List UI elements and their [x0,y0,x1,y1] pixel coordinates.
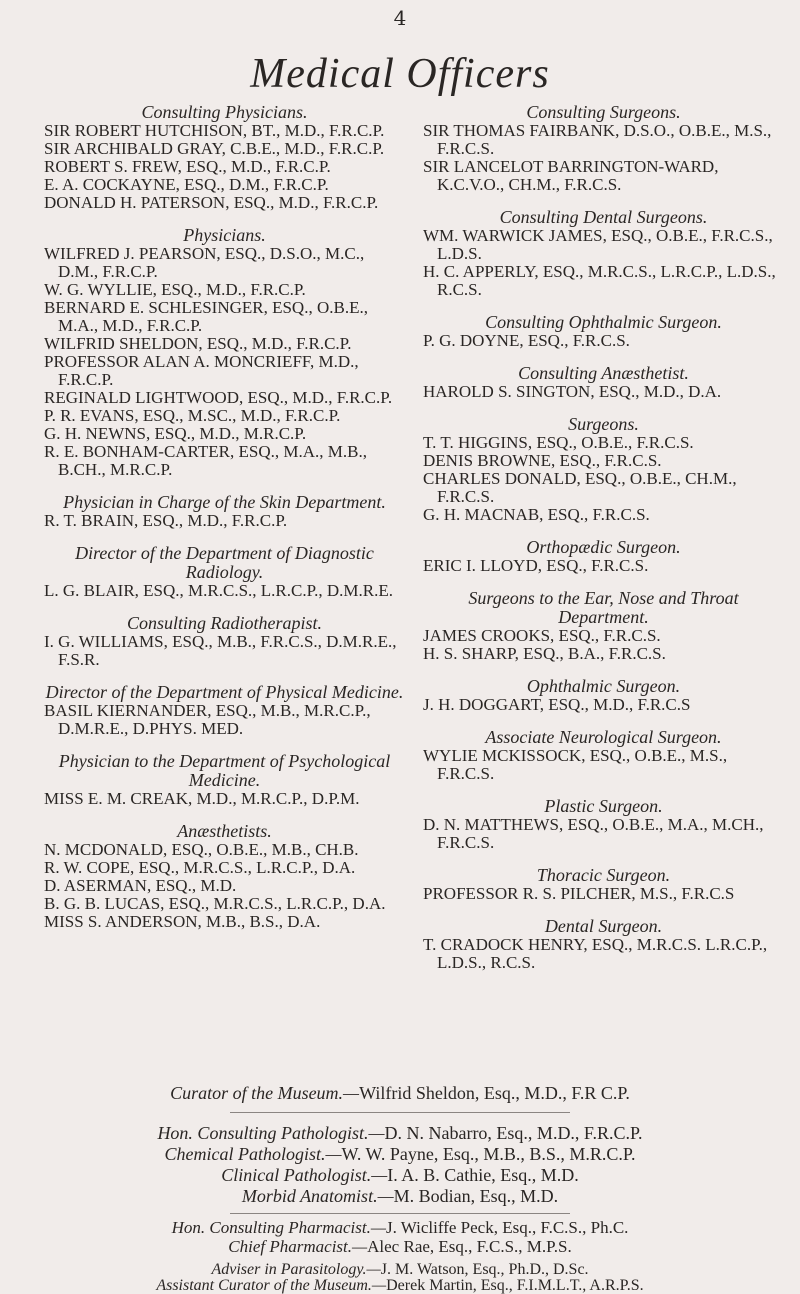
section-heading: Physician in Charge of the Skin Department. [63,492,386,512]
officer-entry: P. R. EVANS, ESQ., M.SC., M.D., F.R.C.P. [44,406,341,425]
role-label: Assistant Curator of the Museum.— [156,1277,387,1294]
section-physicians [44,226,405,479]
officer-entry: HAROLD S. SINGTON, ESQ., M.D., D.A. [423,382,722,401]
officer-entry: R. E. BONHAM-CARTER, ESQ., M.A., M.B., B.CH., M.R.C.P. [44,442,367,479]
divider [230,1213,570,1214]
pharmacy-block [0,1218,800,1256]
officer-entry: SIR THOMAS FAIRBANK, D.S.O., O.B.E., M.S., F.R.C.S. [423,121,772,158]
curator-label: Curator of the Museum.— [170,1083,360,1103]
officer-entry: CHARLES DONALD, ESQ., O.B.E., CH.M., F.R.C.S. [423,469,737,506]
officer-entry: BERNARD E. SCHLESINGER, ESQ., O.B.E., M.A., M.D., F.R.C.P. [44,298,368,335]
left-column [44,103,405,986]
role-label: Clinical Pathologist.— [221,1165,388,1185]
section-heading: Associate Neurological Surgeon. [485,727,722,747]
officer-entry: G. H. MACNAB, ESQ., F.R.C.S. [423,505,650,524]
person-name: D. N. Nabarro, Esq., M.D., F.R.C.P. [384,1123,643,1143]
officer-entry: D. ASERMAN, ESQ., M.D. [44,876,237,895]
page-number: 4 [393,6,407,30]
adviser-block [0,1262,800,1294]
officer-entry: T. T. HIGGINS, ESQ., O.B.E., F.R.C.S. [423,433,694,452]
section-heading: Physicians. [183,225,266,245]
officer-entry: G. H. NEWNS, ESQ., M.D., M.R.C.P. [44,424,307,443]
page-title: Medical Officers [250,51,550,97]
section-heading: Ophthalmic Surgeon. [526,676,681,696]
adviser-row [0,1278,800,1294]
officer-entry: WM. WARWICK JAMES, ESQ., O.B.E., F.R.C.S., L.D.S. [423,226,773,263]
section-director-of-the-department-of-diagnostic-radiology [44,544,405,600]
section-heading: Consulting Anæsthetist. [518,363,689,383]
officer-entry: SIR LANCELOT BARRINGTON-WARD, K.C.V.O., CH.M., F.R.C.S. [423,157,719,194]
section-dental-surgeon [423,917,784,972]
person-name: Alec Rae, Esq., F.C.S., M.P.S. [367,1237,572,1256]
section-heading: Consulting Ophthalmic Surgeon. [485,312,722,332]
section-heading: Plastic Surgeon. [544,796,663,816]
section-associate-neurological-surgeon [423,728,784,783]
section-consulting-radiotherapist [44,614,405,669]
role-label: Chief Pharmacist.— [228,1237,368,1256]
section-consulting-an-sthetist [423,364,784,401]
officer-entry: MISS S. ANDERSON, M.B., B.S., D.A. [44,912,321,931]
section-heading: Consulting Physicians. [141,102,308,122]
officer-entry: PROFESSOR R. S. PILCHER, M.S., F.R.C.S [423,884,735,903]
officer-entry: SIR ROBERT HUTCHISON, BT., M.D., F.R.C.P. [44,121,385,140]
section-heading: Surgeons to the Ear, Nose and Throat Department. [468,588,739,627]
officer-entry: H. S. SHARP, ESQ., B.A., F.R.C.S. [423,644,666,663]
officer-entry: P. G. DOYNE, ESQ., F.R.C.S. [423,331,630,350]
person-name: Derek Martin, Esq., F.I.M.L.T., A.R.P.S. [386,1277,644,1294]
officer-entry: I. G. WILLIAMS, ESQ., M.B., F.R.C.S., D.M.R.E., F.S.R. [44,632,397,669]
section-consulting-surgeons [423,103,784,194]
pathology-row [0,1186,800,1207]
section-surgeons-to-the-ear-nose-and-throat-department [423,589,784,663]
officer-entry: L. G. BLAIR, ESQ., M.R.C.S., L.R.C.P., D.M.R.E. [44,581,394,600]
pathology-block [0,1123,800,1207]
officer-entry: REGINALD LIGHTWOOD, ESQ., M.D., F.R.C.P. [44,388,393,407]
pathology-row [0,1123,800,1144]
officer-entry: R. T. BRAIN, ESQ., M.D., F.R.C.P. [44,511,288,530]
adviser-row [0,1262,800,1278]
officer-entry: BASIL KIERNANDER, ESQ., M.B., M.R.C.P., D.M.R.E., D.PHYS. MED. [44,701,371,738]
section-heading: Consulting Radiotherapist. [126,613,322,633]
officer-entry: PROFESSOR ALAN A. MONCRIEFF, M.D., F.R.C.P. [44,352,359,389]
section-physician-in-charge-of-the-skin-department [44,493,405,530]
section-director-of-the-department-of-physical-medicine [44,683,405,738]
officer-entry: WILFRED J. PEARSON, ESQ., D.S.O., M.C., D.M., F.R.C.P. [44,244,365,281]
right-column [423,103,784,986]
officer-entry: H. C. APPERLY, ESQ., M.R.C.S., L.R.C.P., L.D.S., R.C.S. [423,262,776,299]
officer-entry: DENIS BROWNE, ESQ., F.R.C.S. [423,451,662,470]
section-thoracic-surgeon [423,866,784,903]
role-label: Adviser in Parasitology.— [211,1261,381,1278]
officer-entry: ERIC I. LLOYD, ESQ., F.R.C.S. [423,556,649,575]
officer-entry: J. H. DOGGART, ESQ., M.D., F.R.C.S [423,695,691,714]
role-label: Hon. Consulting Pathologist.— [157,1123,385,1143]
section-heading: Director of the Department of Diagnostic Radiology. [75,543,374,582]
curator-line [0,1083,800,1104]
section-consulting-dental-surgeons [423,208,784,299]
section-surgeons [423,415,784,524]
section-consulting-physicians [44,103,405,212]
pharmacy-row [0,1237,800,1256]
section-heading: Physician to the Department of Psychological Medicine. [58,751,391,790]
officer-entry: MISS E. M. CREAK, M.D., M.R.C.P., D.P.M. [44,789,360,808]
section-ophthalmic-surgeon [423,677,784,714]
section-heading: Consulting Surgeons. [526,102,681,122]
pathology-row [0,1165,800,1186]
section-heading: Anæsthetists. [177,821,272,841]
section-heading: Director of the Department of Physical Medicine. [45,682,404,702]
officer-entry: SIR ARCHIBALD GRAY, C.B.E., M.D., F.R.C.P. [44,139,385,158]
section-physician-to-the-department-of-psychological-medicine [44,752,405,808]
person-name: J. M. Watson, Esq., Ph.D., D.Sc. [380,1261,589,1278]
person-name: J. Wicliffe Peck, Esq., F.C.S., Ph.C. [385,1218,629,1237]
officer-entry: WILFRID SHELDON, ESQ., M.D., F.R.C.P. [44,334,352,353]
officer-entry: WYLIE MCKISSOCK, ESQ., O.B.E., M.S., F.R.C.S. [423,746,728,783]
section-heading: Surgeons. [568,414,639,434]
pharmacy-row [0,1218,800,1237]
divider [230,1112,570,1113]
section-heading: Thoracic Surgeon. [536,865,671,885]
section-heading: Dental Surgeon. [544,916,663,936]
officer-entry: E. A. COCKAYNE, ESQ., D.M., F.R.C.P. [44,175,329,194]
section-heading: Orthopædic Surgeon. [526,537,681,557]
role-label: Hon. Consulting Pharmacist.— [171,1218,386,1237]
section-an-sthetists [44,822,405,931]
section-orthop-dic-surgeon [423,538,784,575]
section-heading: Consulting Dental Surgeons. [499,207,708,227]
officer-entry: W. G. WYLLIE, ESQ., M.D., F.R.C.P. [44,280,306,299]
person-name: W. W. Payne, Esq., M.B., B.S., M.R.C.P. [341,1144,636,1164]
officer-entry: JAMES CROOKS, ESQ., F.R.C.S. [423,626,661,645]
section-consulting-ophthalmic-surgeon [423,313,784,350]
pathology-row [0,1144,800,1165]
officer-entry: T. CRADOCK HENRY, ESQ., M.R.C.S. L.R.C.P., L.D.S., R.C.S. [423,935,768,972]
officer-entry: ROBERT S. FREW, ESQ., M.D., F.R.C.P. [44,157,331,176]
role-label: Chemical Pathologist.— [164,1144,342,1164]
officer-columns [44,103,784,986]
person-name: I. A. B. Cathie, Esq., M.D. [387,1165,579,1185]
officer-entry: N. MCDONALD, ESQ., O.B.E., M.B., CH.B. [44,840,359,859]
person-name: M. Bodian, Esq., M.D. [393,1186,559,1206]
curator-name: Wilfrid Sheldon, Esq., M.D., F.R C.P. [359,1083,630,1103]
officer-entry: B. G. B. LUCAS, ESQ., M.R.C.S., L.R.C.P., D.A. [44,894,386,913]
officer-entry: R. W. COPE, ESQ., M.R.C.S., L.R.C.P., D.A. [44,858,356,877]
officer-entry: D. N. MATTHEWS, ESQ., O.B.E., M.A., M.CH., F.R.C.S. [423,815,764,852]
officer-entry: DONALD H. PATERSON, ESQ., M.D., F.R.C.P. [44,193,379,212]
role-label: Morbid Anatomist.— [241,1186,394,1206]
section-plastic-surgeon [423,797,784,852]
